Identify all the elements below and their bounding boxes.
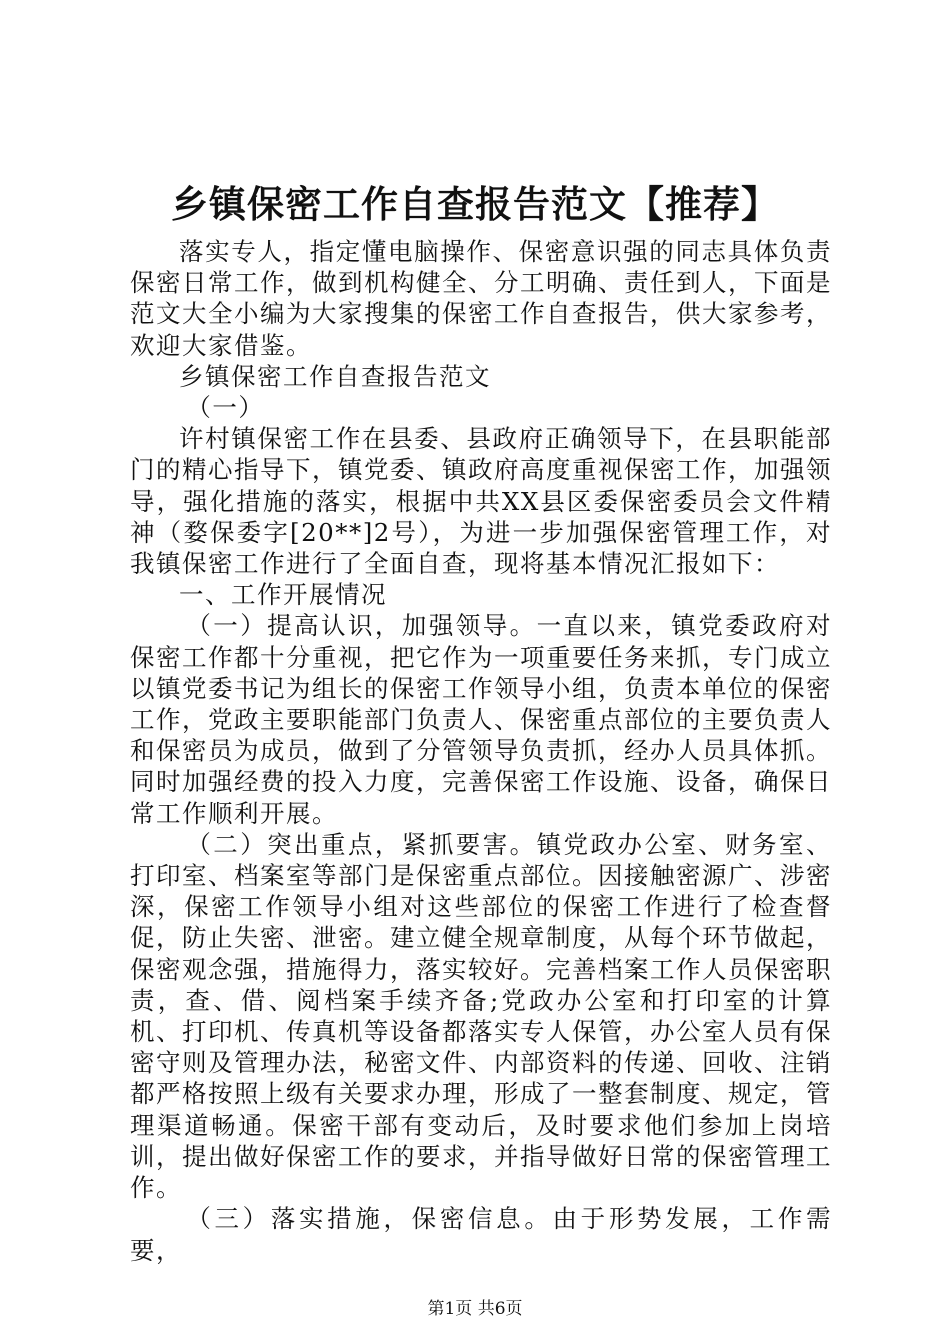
body-paragraph: （三）落实措施，保密信息。由于形势发展，工作需要， bbox=[130, 1204, 832, 1265]
section-number: （一） bbox=[186, 393, 265, 423]
section-heading: 一、工作开展情况 bbox=[179, 580, 387, 610]
page-footer: 第1页 共6页 bbox=[427, 1299, 523, 1319]
body-paragraph: （一）提高认识，加强领导。一直以来，镇党委政府对保密工作都十分重视，把它作为一项重要任务来抓，专门成立以镇党委书记为组长的保密工作领导小组，负责本单位的保密工作，党政主要职能部门负责人、保密重点部位的主要负责人和保密员为成员，做到了分管领导负责抓，经办人员具体抓。同时加强经费的投入力度，完善保密工作设施、设备，确保日常工作顺利开展。 bbox=[130, 611, 832, 828]
body-paragraph: （二）突出重点，紧抓要害。镇党政办公室、财务室、打印室、档案室等部门是保密重点部位。因接触密源广、涉密深，保密工作领导小组对这些部位的保密工作进行了检查督促，防止失密、泄密。建立健全规章制度，从每个环节做起，保密观念强，措施得力，落实较好。完善档案工作人员保密职责，查、借、阅档案手续齐备;党政办公室和打印室的计算机、打印机、传真机等设备都落实专人保管，办公室人员有保密守则及管理办法，秘密文件、内部资料的传递、回收、注销都严格按照上级有关要求办理，形成了一整套制度、规定，管理渠道畅通。保密干部有变动后，及时要求他们参加上岗培训，提出做好保密工作的要求，并指导做好日常的保密管理工作。 bbox=[130, 829, 832, 1203]
document-title: 乡镇保密工作自查报告范文【推荐】 bbox=[171, 182, 779, 226]
intro-paragraph: 落实专人，指定懂电脑操作、保密意识强的同志具体负责保密日常工作，做到机构健全、分工明确、责任到人，下面是范文大全小编为大家搜集的保密工作自查报告，供大家参考，欢迎大家借鉴。 bbox=[130, 237, 832, 360]
report-heading: 乡镇保密工作自查报告范文 bbox=[179, 361, 491, 391]
body-paragraph: 许村镇保密工作在县委、县政府正确领导下，在县职能部门的精心指导下，镇党委、镇政府高度重视保密工作，加强领导，强化措施的落实，根据中共XX县区委保密委员会文件精神（婺保委字[20**]2号），为进一步加强保密管理工作，对我镇保密工作进行了全面自查，现将基本情况汇报如下： bbox=[130, 424, 832, 579]
document-body bbox=[130, 236, 832, 1266]
